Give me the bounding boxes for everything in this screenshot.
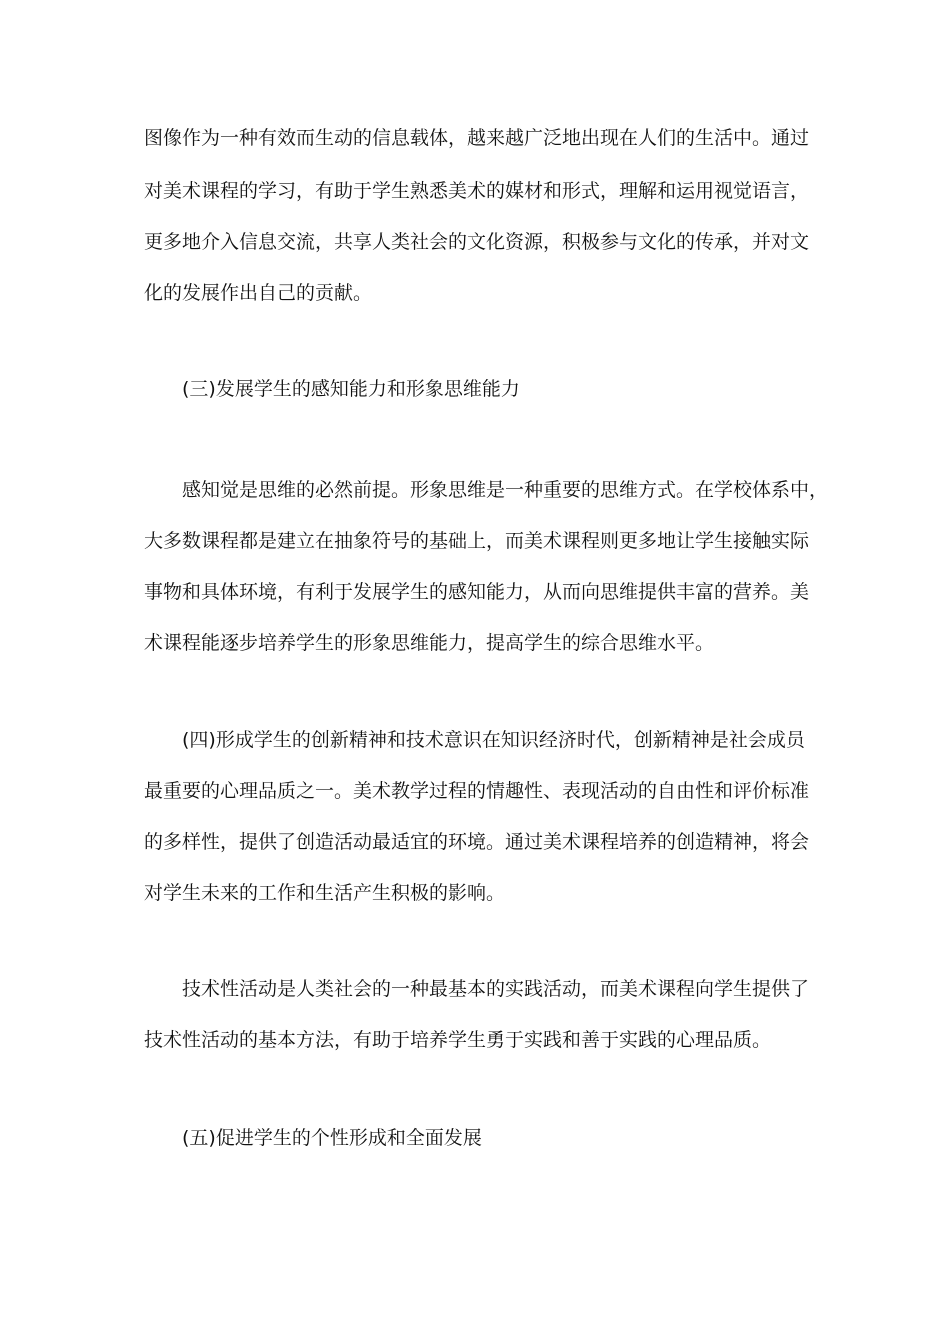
text-line: 对学生未来的工作和生活产生积极的影响。 (144, 882, 506, 904)
text-line: 最重要的心理品质之一。美术教学过程的情趣性、表现活动的自由性和评价标准 (144, 780, 810, 802)
text-line: 技术性活动是人类社会的一种最基本的实践活动，而美术课程向学生提供了 (182, 978, 810, 1000)
text-line: 的多样性，提供了创造活动最适宜的环境。通过美术课程培养的创造精神，将会 (144, 831, 810, 853)
heading-line: (三)发展学生的感知能力和形象思维能力 (182, 378, 520, 400)
heading-line: (五)促进学生的个性形成和全面发展 (182, 1127, 482, 1149)
text-line: 对美术课程的学习，有助于学生熟悉美术的媒材和形式，理解和运用视觉语言， (144, 180, 810, 202)
text-line: 事物和具体环境，有利于发展学生的感知能力，从而向思维提供丰富的营养。美 (144, 581, 810, 603)
text-line: 感知觉是思维的必然前提。形象思维是一种重要的思维方式。在学校体系中， (182, 479, 829, 501)
text-line: 更多地介入信息交流，共享人类社会的文化资源，积极参与文化的传承，并对文 (144, 231, 810, 253)
text-line: 图像作为一种有效而生动的信息载体，越来越广泛地出现在人们的生活中。通过 (144, 127, 810, 149)
text-line: 技术性活动的基本方法，有助于培养学生勇于实践和善于实践的心理品质。 (144, 1029, 772, 1051)
text-line: 大多数课程都是建立在抽象符号的基础上，而美术课程则更多地让学生接触实际 (144, 530, 810, 552)
text-line: 化的发展作出自己的贡献。 (144, 282, 373, 304)
text-line: (四)形成学生的创新精神和技术意识在知识经济时代，创新精神是社会成员 (182, 729, 805, 751)
text-line: 术课程能逐步培养学生的形象思维能力，提高学生的综合思维水平。 (144, 632, 715, 654)
